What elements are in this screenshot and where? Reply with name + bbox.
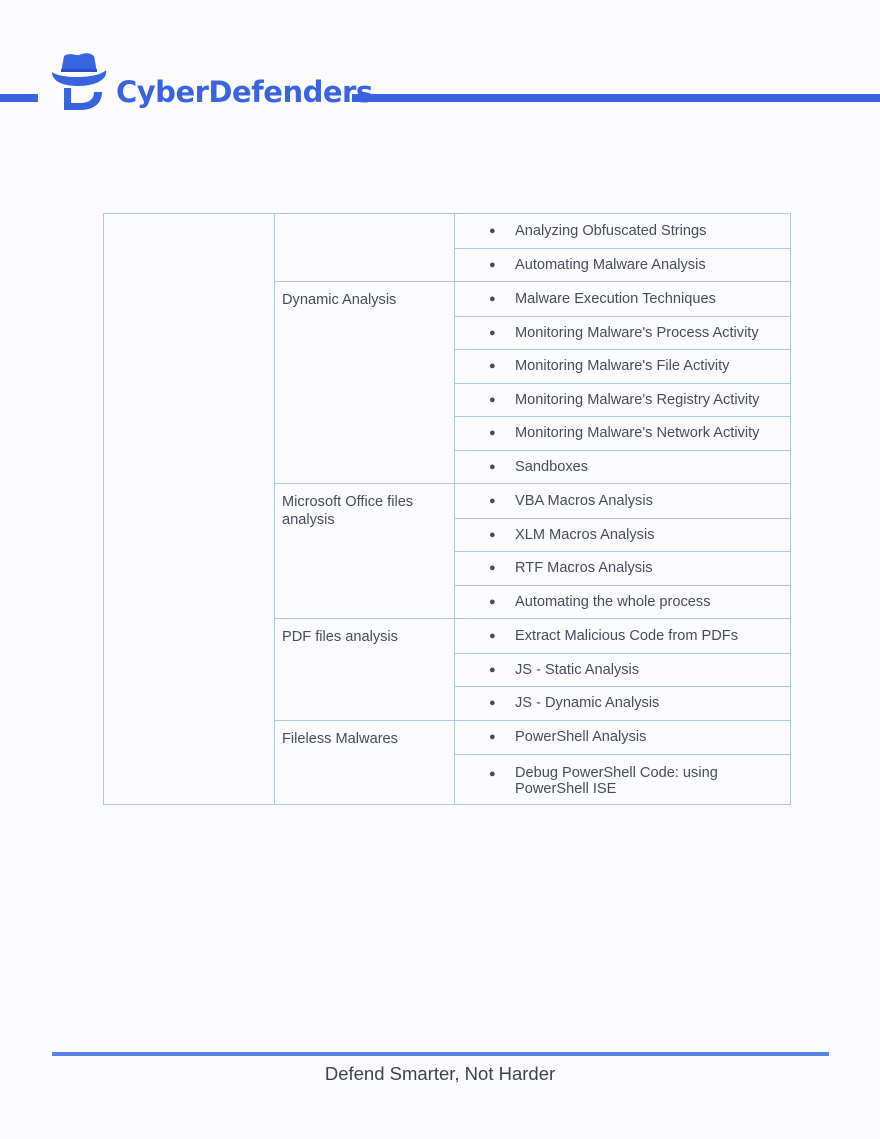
- list-item: [455, 383, 790, 417]
- items-cell: [455, 720, 791, 805]
- bullet-icon: ●: [489, 258, 496, 271]
- topic-cell: Fileless Malwares: [275, 720, 455, 805]
- topic-cell: Dynamic Analysis: [275, 282, 455, 484]
- list-item-label: JS - Dynamic Analysis: [515, 695, 660, 712]
- list-item-label: Debug PowerShell Code: using PowerShell ISE: [515, 765, 718, 797]
- list-item-label: Automating the whole process: [515, 593, 711, 610]
- fedora-hat-shield-icon: [50, 52, 108, 114]
- items-cell: [455, 619, 791, 721]
- bullet-icon: ●: [489, 360, 496, 373]
- list-item: [455, 214, 790, 248]
- list-item: [455, 416, 790, 450]
- list-item: [455, 585, 790, 619]
- bullet-icon: ●: [489, 663, 496, 676]
- list-item-label: JS - Static Analysis: [515, 661, 640, 678]
- list-item-label: Monitoring Malware's File Activity: [515, 358, 730, 375]
- bullet-icon: ●: [489, 393, 496, 406]
- topic-cell: [275, 214, 455, 282]
- brand-name: CyberDefenders: [116, 75, 373, 109]
- list-item: [455, 619, 790, 653]
- brand-logo: [50, 52, 373, 114]
- bullet-icon: ●: [489, 494, 496, 507]
- section-row: [104, 214, 791, 282]
- list-item-label: XLM Macros Analysis: [515, 526, 655, 543]
- list-item: [455, 316, 790, 350]
- list-item-label: Analyzing Obfuscated Strings: [515, 222, 707, 239]
- list-item: [455, 754, 790, 804]
- footer-tagline: Defend Smarter, Not Harder: [324, 1063, 556, 1084]
- module-cell: [104, 214, 275, 805]
- bullet-icon: ●: [489, 292, 496, 305]
- list-item-label: PowerShell Analysis: [515, 729, 647, 746]
- bullet-icon: ●: [489, 731, 496, 744]
- list-item-label: Monitoring Malware's Process Activity: [515, 324, 759, 341]
- items-cell: [455, 282, 791, 484]
- bullet-icon: ●: [489, 224, 496, 237]
- list-item-label: Extract Malicious Code from PDFs: [515, 627, 739, 644]
- list-item: [455, 349, 790, 383]
- list-item: [455, 653, 790, 687]
- topic-cell: Microsoft Office files analysis: [275, 484, 455, 619]
- list-item-label: Malware Execution Techniques: [515, 290, 716, 307]
- header-rule-left: [0, 94, 38, 102]
- items-cell: [455, 484, 791, 619]
- list-item-label: Monitoring Malware's Registry Activity: [515, 391, 760, 408]
- list-item: [455, 248, 790, 282]
- list-item-label: Sandboxes: [515, 458, 589, 475]
- bullet-icon: ●: [489, 460, 496, 473]
- list-item-label: Automating Malware Analysis: [515, 256, 706, 273]
- bullet-icon: ●: [489, 768, 496, 780]
- list-item-label: RTF Macros Analysis: [515, 560, 653, 577]
- items-cell: [455, 214, 791, 282]
- bullet-icon: ●: [489, 595, 496, 608]
- bullet-icon: ●: [489, 629, 496, 642]
- header-rule-right: [352, 94, 880, 102]
- bullet-icon: ●: [489, 562, 496, 575]
- bullet-icon: ●: [489, 427, 496, 440]
- list-item: [455, 282, 790, 316]
- list-item: [455, 721, 790, 755]
- bullet-icon: ●: [489, 697, 496, 710]
- topic-cell: PDF files analysis: [275, 619, 455, 721]
- list-item: [455, 551, 790, 585]
- curriculum-table: [103, 213, 791, 805]
- bullet-icon: ●: [489, 326, 496, 339]
- list-item-label: Monitoring Malware's Network Activity: [515, 425, 760, 442]
- list-item-label: VBA Macros Analysis: [515, 492, 653, 509]
- list-item: [455, 484, 790, 518]
- list-item: [455, 686, 790, 720]
- list-item: [455, 518, 790, 552]
- list-item: [455, 450, 790, 484]
- footer-rule: [52, 1052, 829, 1056]
- bullet-icon: ●: [489, 528, 496, 541]
